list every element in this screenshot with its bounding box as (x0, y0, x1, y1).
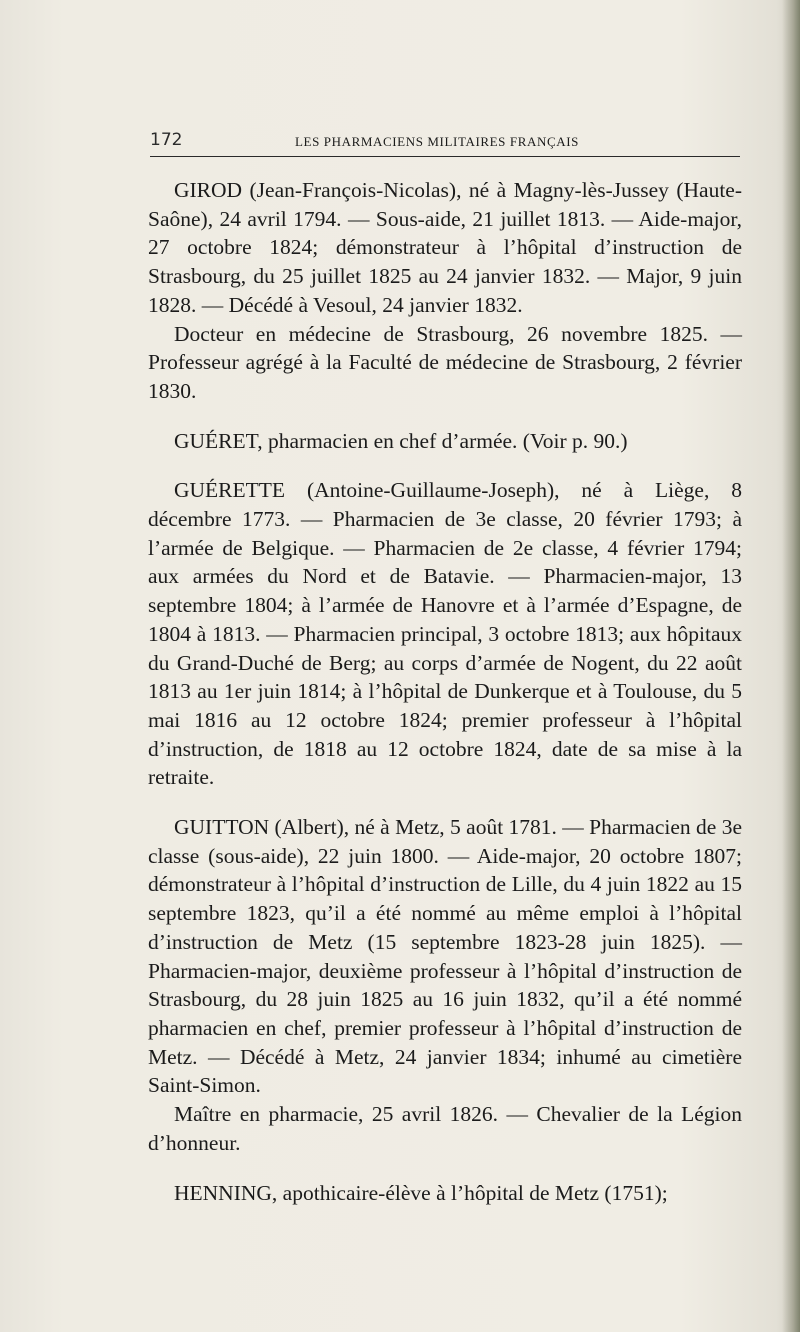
entry-henning: HENNING, apothicaire-élève à l’hôpital de Metz (1751); (174, 1180, 668, 1205)
entry-guerette: GUÉRETTE (Antoine-Guillaume-Joseph), né à Liège, 8 décembre 1773. — Pharmacien de 3e classe, 20 février 1793; à l’armée de Belgique. — Pharmacien de 2e classe, 4 février 1794; aux armées du Nord et de Batavie. — Pharmacien-major, 13 septembre 1804; à l’armée de Hanovre et à l’armée d’Espagne, de 1804 à 1813. — Pharmacien principal, 3 octobre 1813; aux hôpitaux du Grand-Duché de Berg; au corps d’armée de Nogent, du 22 août 1813 au 1er juin 1814; à l’hôpital de Dunkerque et à Toulouse, du 5 mai 1816 au 12 octobre 1824; premier professeur à l’hôpital d’instruction, de 1818 au 12 octobre 1824, date de sa mise à la retraite. (148, 478, 742, 790)
entry-girod-note: Docteur en médecine de Strasbourg, 26 novembre 1825. — Professeur agrégé à la Faculté de médecine de Strasbourg, 2 février 1830. (148, 321, 742, 403)
entry-guitton: GUITTON (Albert), né à Metz, 5 août 1781. — Pharmacien de 3e classe (sous-aide), 22 juin 1800. — Aide-major, 20 octobre 1807; démonstrateur à l’hôpital d’instruction de Lille, du 4 juin 1822 au 15 septembre 1823, qu’il a été nommé au même emploi à l’hôpital d’instruction de Metz (15 septembre 1823-28 juin 1825). — Pharmacien-major, deuxième professeur à l’hôpital d’instruction de Strasbourg, du 28 juin 1825 au 16 juin 1832, qu’il a été nommé pharmacien en chef, premier professeur à l’hôpital d’instruction de Metz. — Décédé à Metz, 24 janvier 1834; inhumé au cimetière Saint-Simon. (148, 815, 742, 1098)
page-body (148, 176, 742, 1207)
entry-guitton-note: Maître en pharmacie, 25 avril 1826. — Chevalier de la Légion d’honneur. (148, 1102, 742, 1155)
page-edge-shadow (782, 0, 800, 1332)
entry-gueret: GUÉRET, pharmacien en chef d’armée. (Voir p. 90.) (174, 428, 628, 453)
entry-girod: GIROD (Jean-François-Nicolas), né à Magny-lès-Jussey (Haute-Saône), 24 avril 1794. — Sous-aide, 21 juillet 1813. — Aide-major, 27 octobre 1824; démonstrateur à l’hôpital d’instruction de Strasbourg, du 25 juillet 1825 au 24 janvier 1832. — Major, 9 juin 1828. — Décédé à Vesoul, 24 janvier 1832. (148, 178, 742, 317)
running-title: LES PHARMACIENS MILITAIRES FRANÇAIS (295, 134, 579, 149)
page-number: 172 (150, 130, 183, 150)
page-header (150, 130, 740, 157)
